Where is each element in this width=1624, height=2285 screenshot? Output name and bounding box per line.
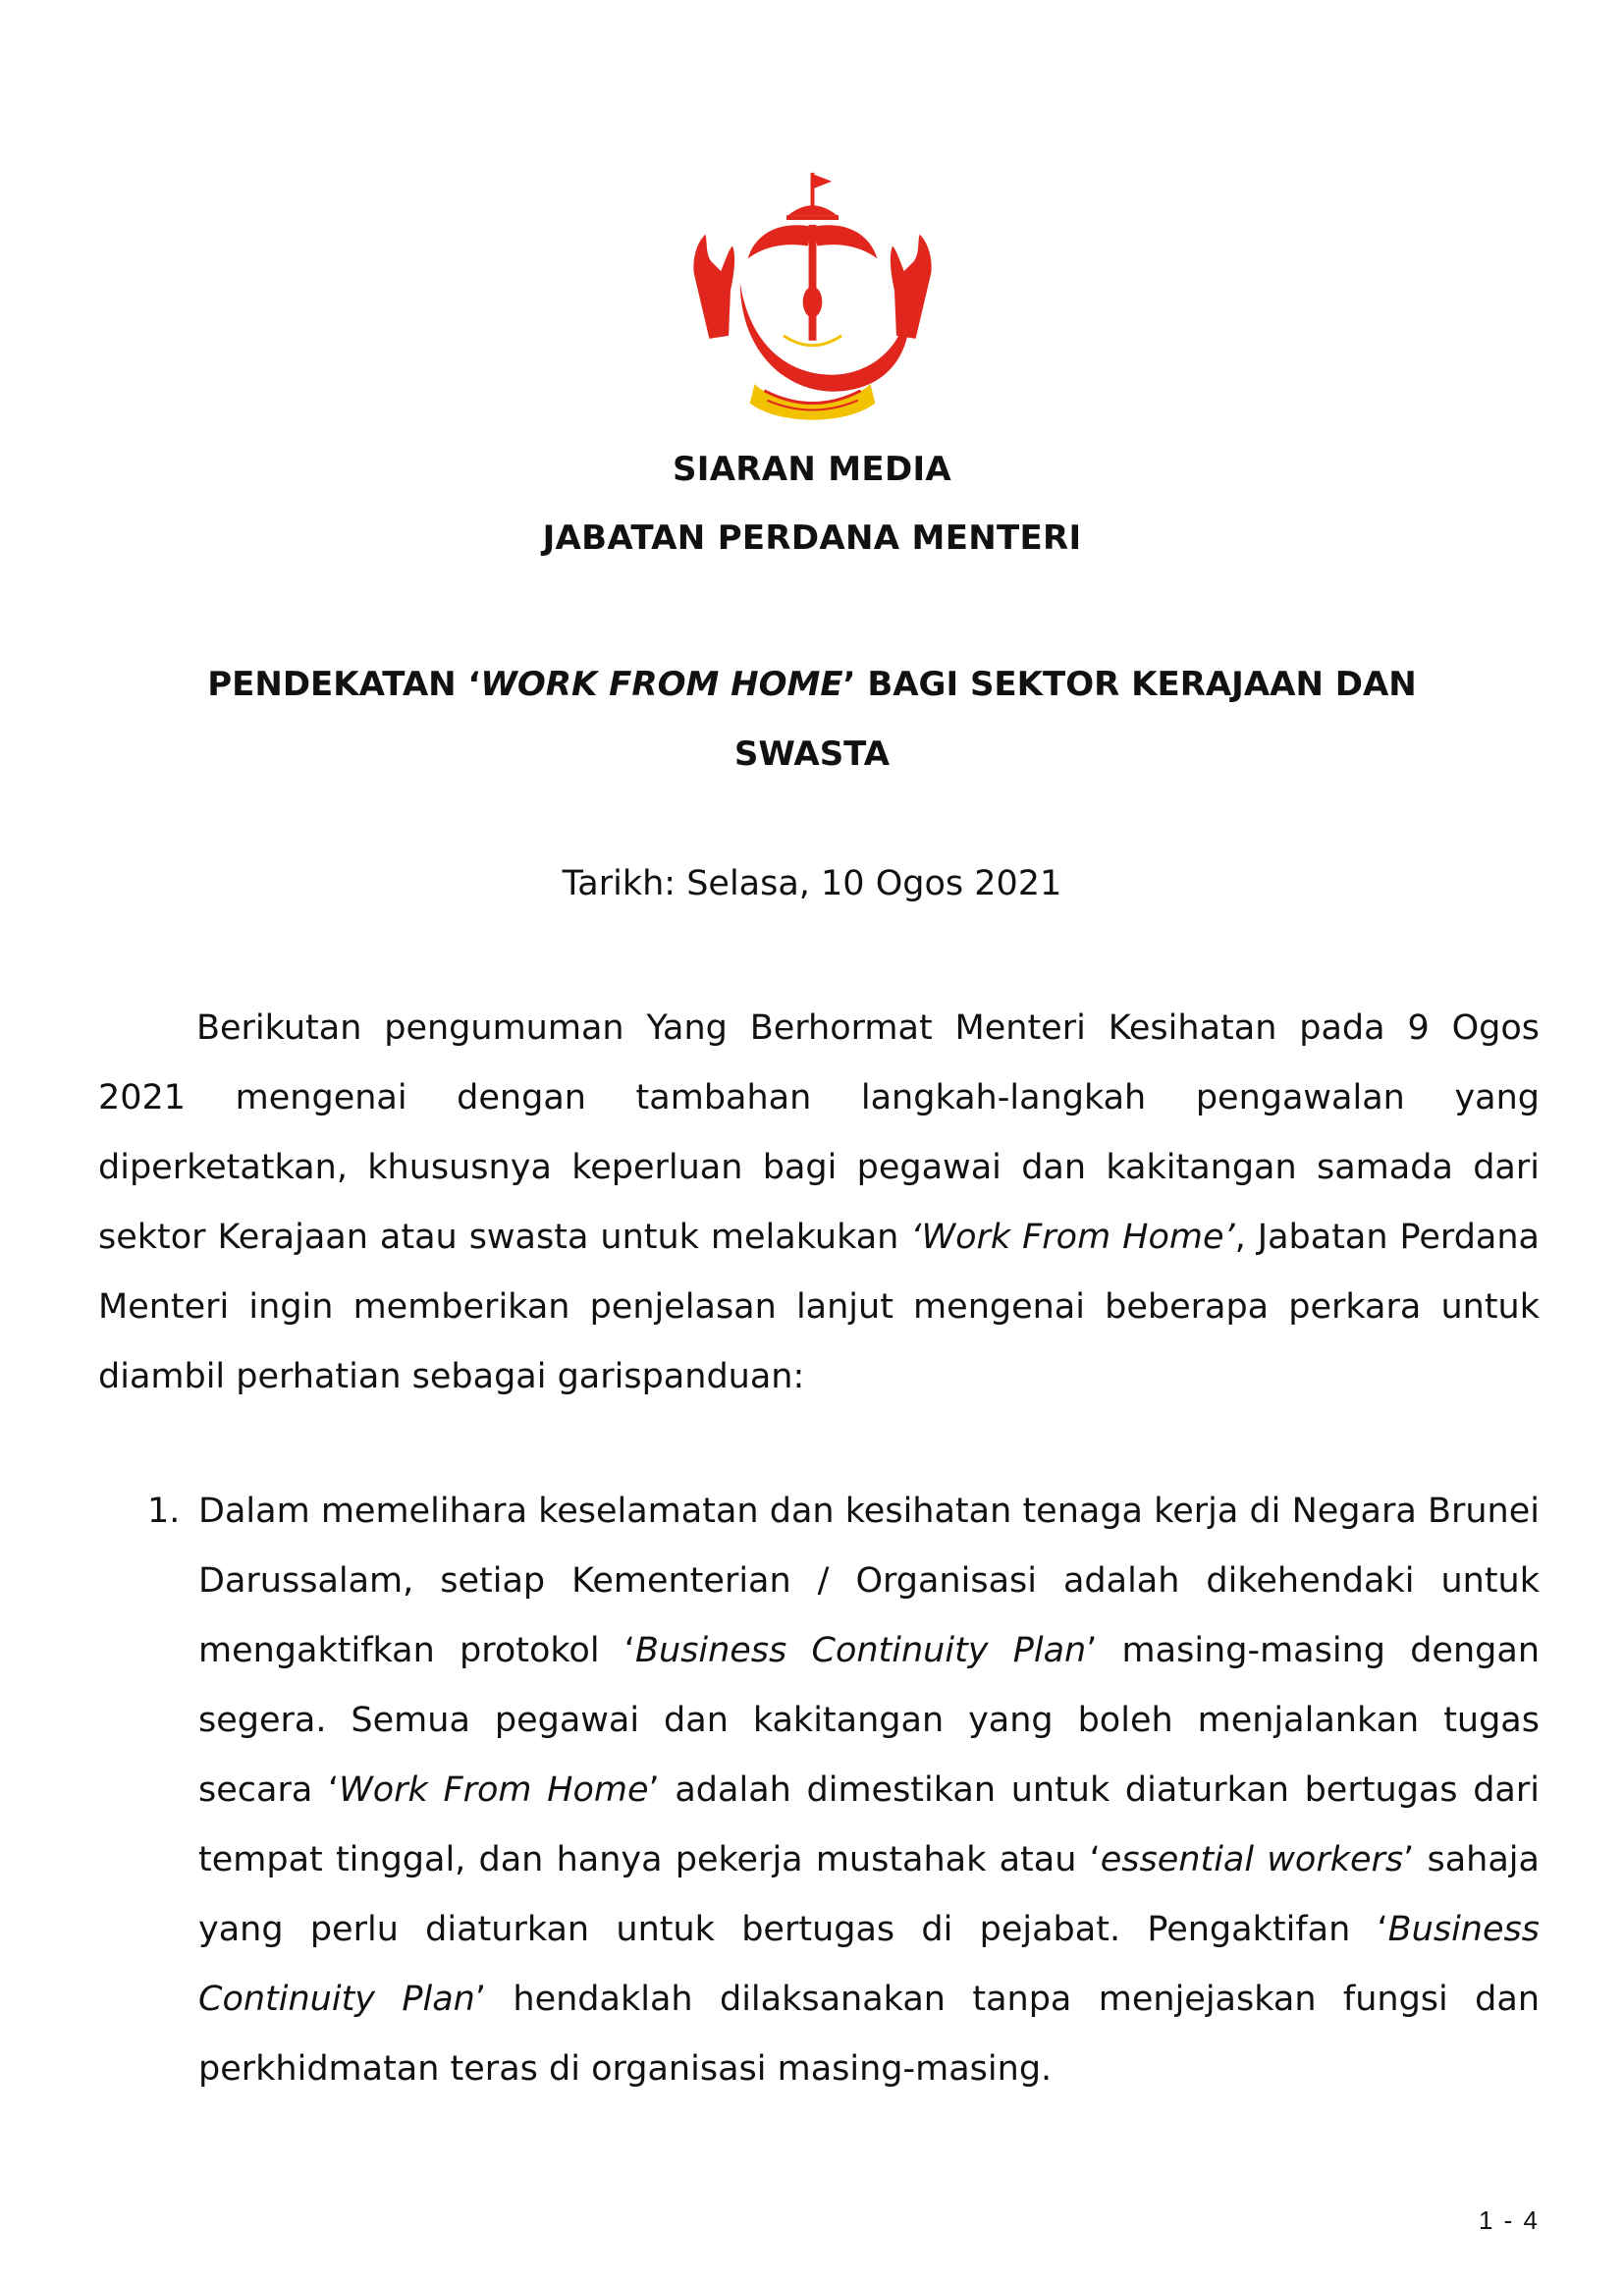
- document-date: Tarikh: Selasa, 10 Ogos 2021: [562, 864, 1062, 903]
- document-title: [147, 650, 1477, 789]
- intro-text-1: Berikutan pengumuman Yang Berhormat Menteri Kesihatan pada 9 Ogos 2021 mengenai dengan tambahan langkah-langkah pengawalan yang diperketatkan, khususnya keperluan bagi pegawai dan kakitangan samada dari sektor Kerajaan atau swasta untuk melakukan: [98, 1008, 1540, 1257]
- title-emphasis: WORK FROM HOME: [480, 665, 843, 704]
- brunei-crest-icon: [673, 167, 952, 437]
- intro-text-2: , Jabatan Perdana Menteri ingin memberikan penjelasan lanjut mengenai beberapa perkara untuk diambil perhatian sebagai garispanduan:: [98, 1218, 1540, 1396]
- list-item-number: 1.: [147, 1492, 181, 1531]
- title-prefix: PENDEKATAN ‘: [207, 665, 481, 704]
- list-item-text: [198, 1477, 1540, 2104]
- header-siaran-media: SIARAN MEDIA: [672, 450, 952, 489]
- item-text-5: ’ hendaklah dilaksanakan tanpa menjejaskan fungsi dan perkhidmatan teras di organisasi masing-masing.: [198, 1980, 1541, 2089]
- page-number: 1 - 4: [1478, 2205, 1540, 2235]
- item-text-3: ’ adalah dimestikan untuk diaturkan bertugas dari tempat tinggal, dan hanya pekerja mustahak atau ‘: [198, 1770, 1540, 1879]
- item-emphasis-2: Work From Home: [339, 1770, 649, 1810]
- item-text-2: ’ masing-masing dengan segera. Semua pegawai dan kakitangan yang boleh menjalankan tugas secara ‘: [198, 1631, 1540, 1810]
- intro-emphasis: ‘Work From Home’: [910, 1218, 1235, 1257]
- item-emphasis-3: essential workers: [1100, 1840, 1404, 1879]
- intro-paragraph: [98, 994, 1540, 1412]
- item-emphasis-4: Business Continuity Plan: [198, 1910, 1540, 2019]
- item-text-4: ’ sahaja yang perlu diaturkan untuk bertugas di pejabat. Pengaktifan ‘: [198, 1840, 1540, 1949]
- item-emphasis-1: Business Continuity Plan: [634, 1631, 1087, 1670]
- title-suffix: BAGI SEKTOR KERAJAAN DAN SWASTA: [733, 665, 1417, 774]
- header-department: JABATAN PERDANA MENTERI: [542, 518, 1082, 558]
- title-quote: ’: [842, 665, 856, 704]
- item-text-1: Dalam memelihara keselamatan dan kesihatan tenaga kerja di Negara Brunei Darussalam, setiap Kementerian / Organisasi adalah dikehendaki untuk mengaktifkan protokol ‘: [198, 1492, 1540, 1670]
